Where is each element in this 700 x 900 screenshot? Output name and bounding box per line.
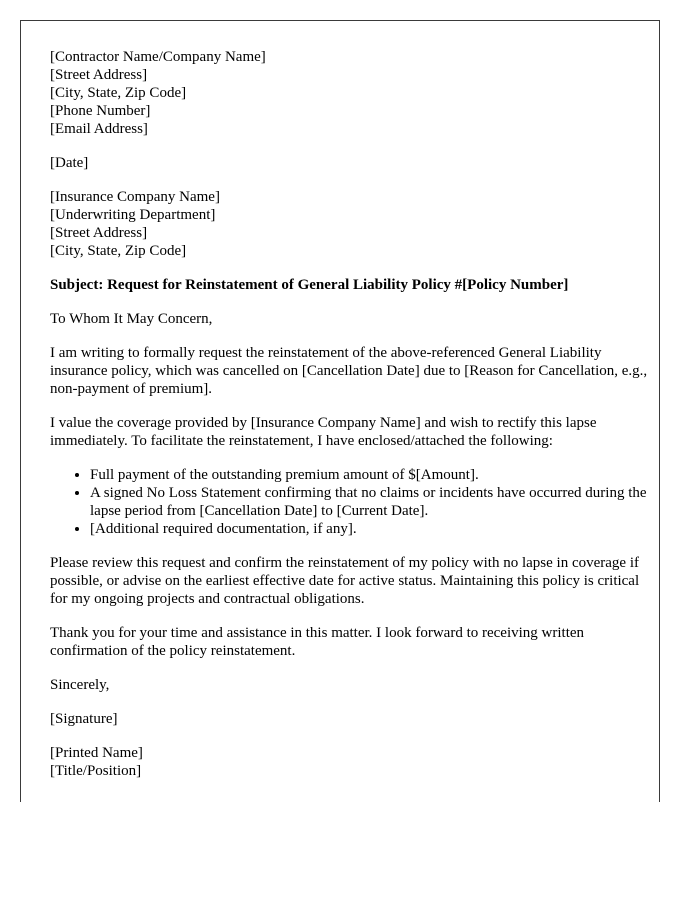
recipient-street: [Street Address] bbox=[50, 225, 148, 241]
body-paragraph-4: Thank you for your time and assistance in this matter. I look forward to receiving written confirmation of the policy reinstatement. bbox=[50, 625, 585, 659]
enclosure-item-no-loss-statement: • A signed No Loss Statement confirming that no claims or incidents have occurred during the lapse period from [Cancellation Date] to [Current Date]. bbox=[90, 484, 650, 520]
sender-name: [Contractor Name/Company Name] bbox=[50, 49, 266, 65]
letter-date bbox=[50, 154, 650, 172]
body-paragraph-1: I am writing to formally request the reinstatement of the above-referenced General Liability insurance policy, which was cancelled on [Cancellation Date] due to [Reason for Cancellation, e.g., non-payment of premium]. bbox=[50, 345, 648, 397]
subject-line: Subject: Request for Reinstatement of General Liability Policy #[Policy Number] bbox=[50, 277, 569, 293]
signature-placeholder: [Signature] bbox=[50, 711, 118, 727]
enclosure-list bbox=[50, 466, 650, 538]
recipient-department: [Underwriting Department] bbox=[50, 207, 216, 223]
printed-name: [Printed Name] bbox=[50, 745, 143, 761]
sender-city: [City, State, Zip Code] bbox=[50, 85, 187, 101]
recipient-company: [Insurance Company Name] bbox=[50, 189, 220, 205]
sender-email: [Email Address] bbox=[50, 121, 148, 137]
enclosure-item-additional-docs: • [Additional required documentation, if any]. bbox=[90, 520, 650, 538]
letter-page bbox=[20, 20, 660, 802]
recipient-address bbox=[50, 188, 650, 260]
salutation: To Whom It May Concern, bbox=[50, 311, 213, 327]
recipient-city: [City, State, Zip Code] bbox=[50, 243, 187, 259]
sender-street: [Street Address] bbox=[50, 67, 148, 83]
signoff: Sincerely, bbox=[50, 677, 110, 693]
sender-address bbox=[50, 48, 650, 138]
body-paragraph-2: I value the coverage provided by [Insurance Company Name] and wish to rectify this lapse immediately. To facilitate the reinstatement, I have enclosed/attached the following: bbox=[50, 415, 597, 449]
enclosure-item-payment: • Full payment of the outstanding premium amount of $[Amount]. bbox=[90, 466, 650, 484]
printed-name-block bbox=[50, 744, 650, 780]
printed-title: [Title/Position] bbox=[50, 763, 142, 779]
letter-content bbox=[50, 48, 650, 796]
date-text: [Date] bbox=[50, 155, 89, 171]
sender-phone: [Phone Number] bbox=[50, 103, 151, 119]
body-paragraph-3: Please review this request and confirm the reinstatement of my policy with no lapse in coverage if possible, or advise on the earliest effective date for active status. Maintaining this policy is critical for my ongoing projects and contractual obligations. bbox=[50, 555, 640, 607]
